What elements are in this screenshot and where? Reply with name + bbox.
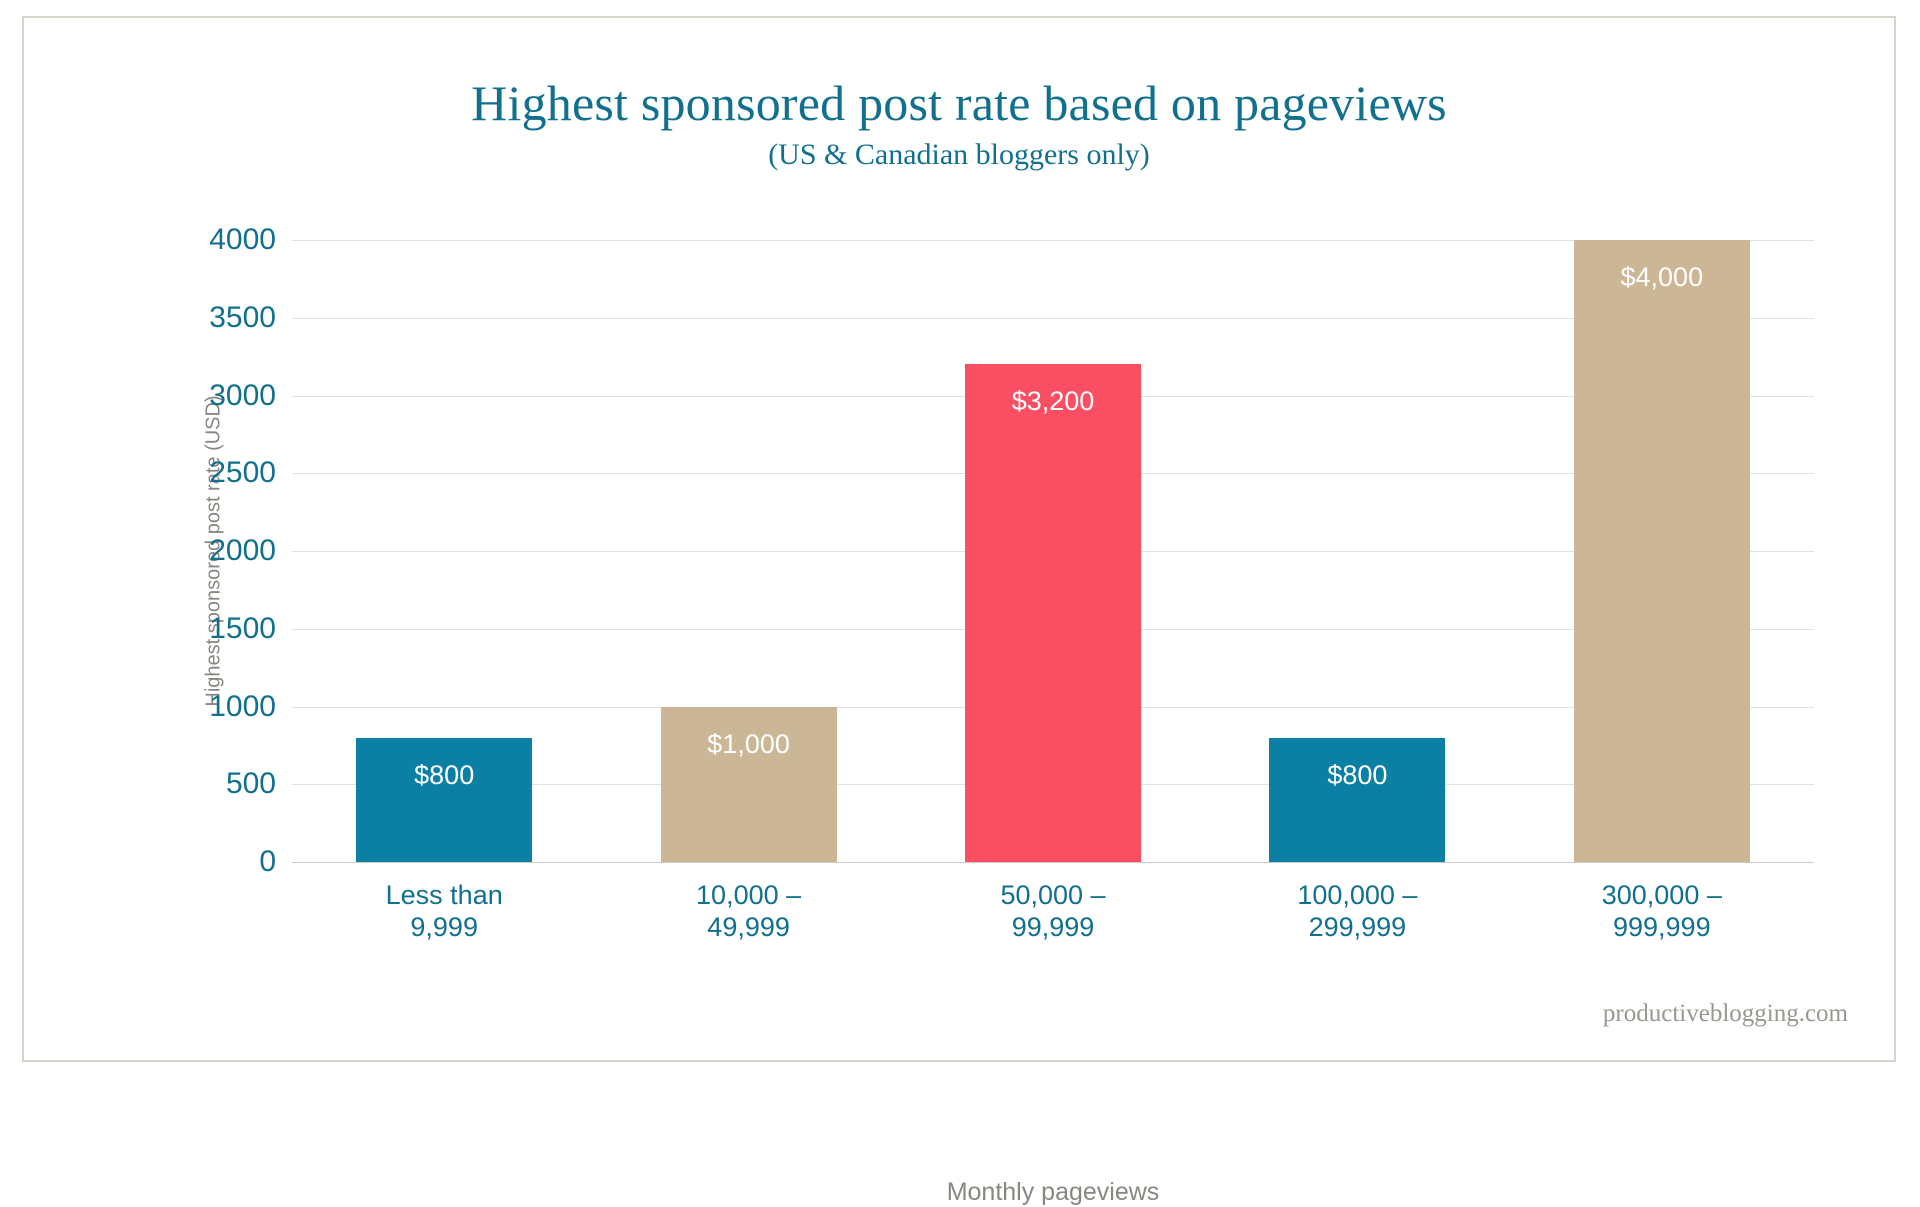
chart-title: Highest sponsored post rate based on pageviews: [471, 75, 1447, 131]
x-axis-category-line: 10,000 –: [696, 880, 802, 910]
bar[interactable]: [1574, 240, 1750, 862]
bar-value-label: $1,000: [707, 728, 790, 759]
y-axis-tick-label: 3500: [209, 300, 276, 334]
bar-value-label: $800: [414, 759, 475, 790]
x-axis-category-label: [1534, 880, 1790, 943]
title-block: [24, 76, 1894, 172]
x-axis-category-line: 49,999: [707, 911, 790, 942]
x-axis-category-line: Less than: [385, 880, 503, 910]
bar[interactable]: [965, 364, 1141, 862]
bar[interactable]: [1269, 738, 1445, 862]
x-axis-category-line: 299,999: [1308, 911, 1407, 942]
x-axis-category-line: 50,000 –: [1000, 880, 1106, 910]
y-axis-tick-label: 2500: [209, 456, 276, 490]
y-axis-tick-label: 0: [259, 845, 276, 878]
x-axis-category-line: 100,000 –: [1297, 880, 1418, 910]
x-axis-label: Monthly pageviews: [946, 1178, 1160, 1206]
bar[interactable]: [661, 707, 837, 863]
bar-value-label: $800: [1327, 759, 1388, 790]
bar-column: [1574, 240, 1750, 942]
chart-card: [22, 16, 1896, 1206]
bar-column: [965, 240, 1141, 942]
chart-subtitle: (US & Canadian bloggers only): [768, 138, 1150, 171]
bar-column: [661, 240, 837, 942]
x-axis-category-label: [925, 880, 1181, 943]
x-axis-category-line: 999,999: [1612, 911, 1711, 942]
x-axis-category-line: 99,999: [1011, 911, 1095, 942]
bar[interactable]: [356, 738, 532, 862]
y-axis-tick-label: 1000: [209, 689, 276, 723]
x-axis-category-label: [621, 880, 877, 943]
x-axis-category-label: [1229, 880, 1485, 943]
y-axis-tick-label: 3000: [209, 378, 276, 412]
gridline: [292, 862, 1814, 863]
bar-column: [356, 240, 532, 942]
bar-value-label: $4,000: [1620, 262, 1704, 292]
y-axis-label: Highest sponsored post rate (USD): [202, 395, 225, 707]
x-axis-category-line: 300,000 –: [1601, 880, 1722, 910]
x-axis-category-label: [316, 880, 572, 943]
watermark: productiveblogging.com: [1602, 1000, 1848, 1027]
y-axis-tick-label: 2000: [209, 534, 276, 567]
x-axis-category-line: 9,999: [410, 911, 478, 942]
bar-column: [1269, 240, 1445, 942]
y-axis-tick-label: 4000: [209, 223, 276, 256]
y-axis-tick-label: 500: [225, 767, 276, 801]
y-axis-tick-label: 1500: [209, 611, 276, 645]
bar-value-label: $3,200: [1011, 386, 1095, 417]
